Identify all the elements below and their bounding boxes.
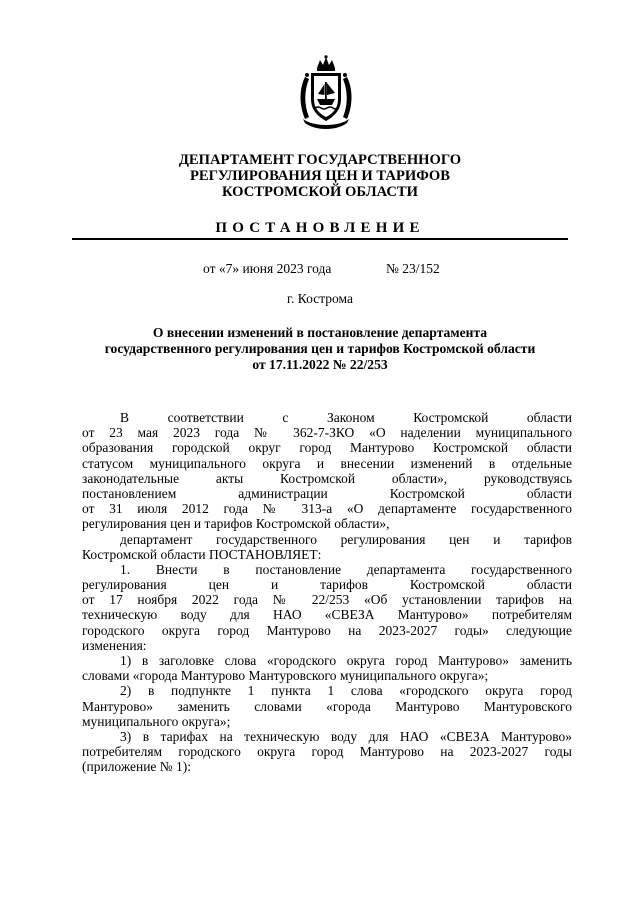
body-line: департамент государственного регулирования цен и тарифов [120,531,572,547]
department-line: КОСТРОМСКОЙ ОБЛАСТИ [221,184,419,200]
department-line: ДЕПАРТАМЕНТ ГОСУДАРСТВЕННОГО [178,152,462,168]
document-type: ПОСТАНОВЛЕНИЕ [215,220,425,236]
title-line: государственного регулирования цен и тарифов Костромской области [104,341,536,356]
body-line: муниципального округа»; [82,713,231,729]
body-line: потребителям городского округа город Мантурово на 2023-2027 годы [82,744,572,760]
body-line: городского округа город Мантурово на 2023-2027 годы» следующие [82,622,572,638]
decree-title [80,325,560,373]
body-line: от 31 июля 2012 года № 313-а «О департаменте государственного [82,501,572,517]
body-line: (приложение № 1): [82,759,192,775]
body-line: регулирования цен и тарифов Костромской области», [82,516,390,532]
body-line: Костромской области ПОСТАНОВЛЯЕТ: [82,546,322,562]
body-line: 3) в тарифах на техническую воду для НАО «СВЕЗА Мантурово» [120,728,572,744]
header-divider [72,238,568,240]
department-line: РЕГУЛИРОВАНИЯ ЦЕН И ТАРИФОВ [189,168,451,184]
decree-number: № 23/152 [386,261,440,276]
body-line: словами «города Мантурово Мантуровского муниципального округа»; [82,668,489,684]
department-name [0,152,640,200]
body-line: 2) в подпункте 1 пункта 1 слова «городского округа город [120,683,572,699]
decree-date: от «7» июня 2023 года [203,261,332,276]
body-line: статусом муниципального округа и внесении изменений в отдельные [82,455,572,471]
body-line: техническую воду для НАО «СВЕЗА Мантурово» потребителям [82,607,572,623]
body-line: Мантурово» заменить словами «города Мантурово Мантуровского [82,698,572,714]
body-line: В соответствии с Законом Костромской области [120,410,572,425]
title-line: от 17.11.2022 № 22/253 [252,357,388,372]
body-line: образования городской округ город Мантурово Костромской области [82,440,572,456]
body-line: от 17 ноября 2022 года № 22/253 «Об установлении тарифов на [82,592,572,608]
body-line: постановлением администрации Костромской области [82,485,572,501]
body-line: законодательные акты Костромской области», руководствуясь [82,470,572,486]
body-line: 1. Внести в постановление департамента государственного [120,561,572,577]
body-line: регулирования цен и тарифов Костромской области [82,577,572,593]
body-line: от 23 мая 2023 года № 362-7-ЗКО «О наделении муниципального [82,425,572,441]
body-line: изменения: [82,637,147,653]
decree-city: г. Кострома [287,291,353,306]
body-line: 1) в заголовке слова «городского округа город Мантурово» заменить [120,653,572,668]
decree-body [82,410,572,775]
coat-of-arms-icon [295,55,357,131]
title-line: О внесении изменений в постановление департамента [152,325,488,340]
